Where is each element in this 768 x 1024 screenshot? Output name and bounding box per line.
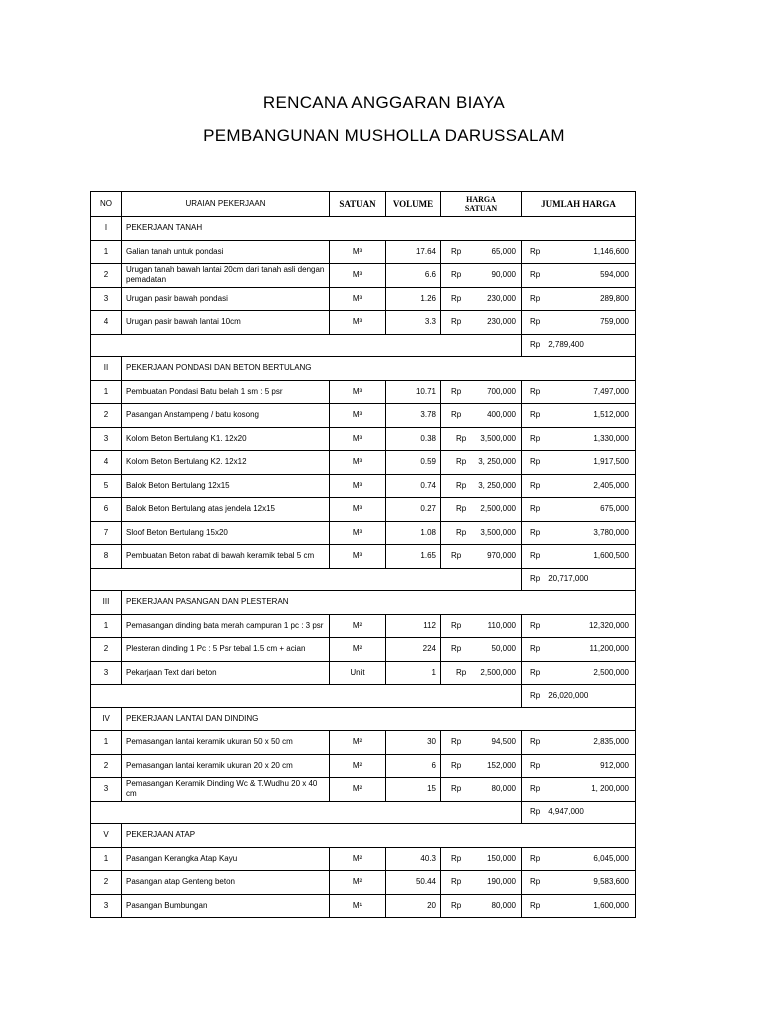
total-value: 1,512,000 bbox=[593, 410, 629, 420]
header-no: NO bbox=[91, 192, 122, 217]
unit-price-value: 2,500,000 bbox=[480, 667, 516, 677]
table-row bbox=[91, 427, 636, 451]
item-description: Pembuatan Pondasi Batu belah 1 sm : 5 psr bbox=[122, 380, 330, 404]
item-total bbox=[522, 264, 636, 288]
currency-label: Rp bbox=[451, 410, 462, 420]
item-description: Urugan pasir bawah lantai 10cm bbox=[122, 311, 330, 335]
unit-price-value: 3, 250,000 bbox=[478, 480, 516, 490]
item-volume: 6.6 bbox=[386, 264, 441, 288]
item-description: Pemasangan Keramik Dinding Wc & T.Wudhu 20 x 40 cm bbox=[122, 778, 330, 802]
header-uraian: URAIAN PEKERJAAN bbox=[122, 192, 330, 217]
item-unit: M³ bbox=[330, 240, 386, 264]
item-description: Plesteran dinding 1 Pc : 5 Psr tebal 1.5 cm + acian bbox=[122, 638, 330, 662]
section-row bbox=[91, 217, 636, 241]
currency-label: Rp bbox=[530, 737, 541, 747]
unit-price-value: 3,500,000 bbox=[480, 433, 516, 443]
subtotal-row bbox=[91, 568, 636, 591]
item-unit-price bbox=[441, 638, 522, 662]
item-no: 1 bbox=[91, 731, 122, 755]
item-unit: M³ bbox=[330, 287, 386, 311]
item-total bbox=[522, 287, 636, 311]
item-no: 3 bbox=[91, 287, 122, 311]
total-value: 1,917,500 bbox=[593, 457, 629, 467]
table-row bbox=[91, 404, 636, 428]
header-volume: VOLUME bbox=[386, 192, 441, 217]
item-unit-price bbox=[441, 545, 522, 569]
item-volume: 224 bbox=[386, 638, 441, 662]
unit-price-value: 3,500,000 bbox=[480, 527, 516, 537]
item-total bbox=[522, 498, 636, 522]
currency-label: Rp bbox=[530, 551, 541, 561]
total-value: 2,500,000 bbox=[593, 667, 629, 677]
table-row bbox=[91, 778, 636, 802]
item-unit: M³ bbox=[330, 498, 386, 522]
currency-label: Rp bbox=[530, 807, 541, 817]
section-no: V bbox=[91, 824, 122, 848]
item-volume: 1.26 bbox=[386, 287, 441, 311]
table-row bbox=[91, 287, 636, 311]
item-total bbox=[522, 404, 636, 428]
item-total bbox=[522, 614, 636, 638]
total-value: 2,405,000 bbox=[593, 480, 629, 490]
item-total bbox=[522, 545, 636, 569]
section-row bbox=[91, 824, 636, 848]
item-unit-price bbox=[441, 847, 522, 871]
unit-price-value: 80,000 bbox=[491, 900, 516, 910]
item-unit: M³ bbox=[330, 264, 386, 288]
item-total bbox=[522, 847, 636, 871]
subtotal-spacer bbox=[91, 334, 522, 357]
total-value: 9,583,600 bbox=[593, 877, 629, 887]
unit-price-value: 3, 250,000 bbox=[478, 457, 516, 467]
total-value: 11,200,000 bbox=[589, 644, 629, 654]
item-no: 5 bbox=[91, 474, 122, 498]
table-row bbox=[91, 871, 636, 895]
item-total bbox=[522, 451, 636, 475]
currency-label: Rp bbox=[530, 317, 541, 327]
currency-label: Rp bbox=[530, 433, 541, 443]
item-volume: 10.71 bbox=[386, 380, 441, 404]
item-description: Pasangan Bumbungan bbox=[122, 894, 330, 918]
section-name: PEKERJAAN PONDASI DAN BETON BERTULANG bbox=[122, 357, 636, 381]
item-unit: M² bbox=[330, 778, 386, 802]
total-value: 1, 200,000 bbox=[591, 784, 629, 794]
item-unit: M³ bbox=[330, 451, 386, 475]
item-description: Pembuatan Beton rabat di bawah keramik tebal 5 cm bbox=[122, 545, 330, 569]
currency-label: Rp bbox=[456, 457, 467, 467]
item-volume: 0.59 bbox=[386, 451, 441, 475]
table-body bbox=[91, 217, 636, 918]
table-row bbox=[91, 754, 636, 778]
item-total bbox=[522, 521, 636, 545]
table-row bbox=[91, 264, 636, 288]
item-no: 1 bbox=[91, 240, 122, 264]
table-row bbox=[91, 614, 636, 638]
unit-price-value: 152,000 bbox=[487, 760, 516, 770]
item-description: Kolom Beton Bertulang K1. 12x20 bbox=[122, 427, 330, 451]
header-satuan: SATUAN bbox=[330, 192, 386, 217]
item-unit: M¹ bbox=[330, 894, 386, 918]
currency-label: Rp bbox=[530, 644, 541, 654]
item-unit-price bbox=[441, 498, 522, 522]
unit-price-value: 2,500,000 bbox=[480, 504, 516, 514]
section-name: PEKERJAAN PASANGAN DAN PLESTERAN bbox=[122, 591, 636, 615]
table-row bbox=[91, 545, 636, 569]
currency-label: Rp bbox=[451, 270, 462, 280]
item-volume: 0.27 bbox=[386, 498, 441, 522]
item-description: Pekarjaan Text dari beton bbox=[122, 661, 330, 685]
table-row bbox=[91, 240, 636, 264]
item-no: 4 bbox=[91, 311, 122, 335]
item-no: 2 bbox=[91, 871, 122, 895]
item-volume: 50.44 bbox=[386, 871, 441, 895]
table-row bbox=[91, 311, 636, 335]
section-name: PEKERJAAN TANAH bbox=[122, 217, 636, 241]
item-unit-price bbox=[441, 521, 522, 545]
item-volume: 112 bbox=[386, 614, 441, 638]
item-unit-price bbox=[441, 474, 522, 498]
item-total bbox=[522, 731, 636, 755]
table-row bbox=[91, 474, 636, 498]
document-title: RENCANA ANGGARAN BIAYA bbox=[262, 93, 506, 112]
item-volume: 20 bbox=[386, 894, 441, 918]
item-unit: M² bbox=[330, 638, 386, 662]
total-value: 594,000 bbox=[600, 270, 629, 280]
item-total bbox=[522, 427, 636, 451]
item-no: 3 bbox=[91, 661, 122, 685]
currency-label: Rp bbox=[530, 877, 541, 887]
item-volume: 17.64 bbox=[386, 240, 441, 264]
item-unit-price bbox=[441, 287, 522, 311]
total-value: 1,600,500 bbox=[593, 551, 629, 561]
total-value: 1,600,000 bbox=[593, 900, 629, 910]
item-volume: 30 bbox=[386, 731, 441, 755]
table-row bbox=[91, 661, 636, 685]
table-row bbox=[91, 731, 636, 755]
currency-label: Rp bbox=[530, 270, 541, 280]
item-total bbox=[522, 311, 636, 335]
item-volume: 3.78 bbox=[386, 404, 441, 428]
item-no: 3 bbox=[91, 427, 122, 451]
header-jumlah: JUMLAH HARGA bbox=[522, 192, 636, 217]
total-value: 2,835,000 bbox=[593, 737, 629, 747]
item-unit-price bbox=[441, 778, 522, 802]
subtotal-value: 20,717,000 bbox=[548, 574, 589, 584]
currency-label: Rp bbox=[530, 667, 541, 677]
section-row bbox=[91, 591, 636, 615]
item-no: 1 bbox=[91, 847, 122, 871]
currency-label: Rp bbox=[451, 644, 462, 654]
item-unit-price bbox=[441, 731, 522, 755]
section-row bbox=[91, 357, 636, 381]
item-no: 8 bbox=[91, 545, 122, 569]
total-value: 675,000 bbox=[600, 504, 629, 514]
currency-label: Rp bbox=[530, 246, 541, 256]
item-unit: M³ bbox=[330, 521, 386, 545]
item-unit-price bbox=[441, 264, 522, 288]
item-description: Balok Beton Bertulang atas jendela 12x15 bbox=[122, 498, 330, 522]
item-volume: 1.08 bbox=[386, 521, 441, 545]
currency-label: Rp bbox=[451, 317, 462, 327]
unit-price-value: 90,000 bbox=[491, 270, 516, 280]
currency-label: Rp bbox=[451, 784, 462, 794]
item-no: 2 bbox=[91, 264, 122, 288]
item-total bbox=[522, 240, 636, 264]
subtotal-spacer bbox=[91, 685, 522, 708]
item-description: Urugan pasir bawah pondasi bbox=[122, 287, 330, 311]
item-description: Pasangan atap Genteng beton bbox=[122, 871, 330, 895]
item-unit: M² bbox=[330, 754, 386, 778]
subtotal-value: 2,789,400 bbox=[548, 340, 584, 350]
currency-label: Rp bbox=[530, 784, 541, 794]
section-no: II bbox=[91, 357, 122, 381]
item-no: 2 bbox=[91, 638, 122, 662]
currency-label: Rp bbox=[451, 246, 462, 256]
item-volume: 40.3 bbox=[386, 847, 441, 871]
item-total bbox=[522, 894, 636, 918]
currency-label: Rp bbox=[530, 480, 541, 490]
currency-label: Rp bbox=[530, 527, 541, 537]
currency-label: Rp bbox=[451, 877, 462, 887]
header-harga-line1: HARGA bbox=[466, 195, 496, 204]
table-row bbox=[91, 521, 636, 545]
item-unit-price bbox=[441, 427, 522, 451]
item-unit: M³ bbox=[330, 404, 386, 428]
currency-label: Rp bbox=[530, 340, 541, 350]
currency-label: Rp bbox=[456, 433, 467, 443]
item-description: Pemasangan dinding bata merah campuran 1 pc : 3 psr bbox=[122, 614, 330, 638]
currency-label: Rp bbox=[456, 667, 467, 677]
item-no: 2 bbox=[91, 754, 122, 778]
item-total bbox=[522, 661, 636, 685]
section-name: PEKERJAAN ATAP bbox=[122, 824, 636, 848]
currency-label: Rp bbox=[451, 760, 462, 770]
section-no: IV bbox=[91, 707, 122, 731]
item-volume: 0.74 bbox=[386, 474, 441, 498]
subtotal-row bbox=[91, 801, 636, 824]
currency-label: Rp bbox=[530, 457, 541, 467]
currency-label: Rp bbox=[451, 900, 462, 910]
item-description: Sloof Beton Bertulang 15x20 bbox=[122, 521, 330, 545]
item-no: 7 bbox=[91, 521, 122, 545]
unit-price-value: 80,000 bbox=[491, 784, 516, 794]
item-total bbox=[522, 778, 636, 802]
total-value: 1,330,000 bbox=[593, 433, 629, 443]
table-row bbox=[91, 451, 636, 475]
item-unit: M² bbox=[330, 614, 386, 638]
table-row bbox=[91, 380, 636, 404]
unit-price-value: 400,000 bbox=[487, 410, 516, 420]
table-row bbox=[91, 894, 636, 918]
item-unit-price bbox=[441, 451, 522, 475]
item-description: Pemasangan lantai keramik ukuran 20 x 20 cm bbox=[122, 754, 330, 778]
item-unit-price bbox=[441, 614, 522, 638]
currency-label: Rp bbox=[530, 574, 541, 584]
item-volume: 1.65 bbox=[386, 545, 441, 569]
currency-label: Rp bbox=[530, 620, 541, 630]
item-volume: 6 bbox=[386, 754, 441, 778]
subtotal-cell bbox=[522, 334, 636, 357]
unit-price-value: 700,000 bbox=[487, 386, 516, 396]
total-value: 289,800 bbox=[600, 293, 629, 303]
item-unit-price bbox=[441, 380, 522, 404]
unit-price-value: 150,000 bbox=[487, 853, 516, 863]
subtotal-cell bbox=[522, 801, 636, 824]
currency-label: Rp bbox=[456, 527, 467, 537]
currency-label: Rp bbox=[530, 760, 541, 770]
subtotal-cell bbox=[522, 685, 636, 708]
item-unit: M³ bbox=[330, 427, 386, 451]
subtotal-value: 26,020,000 bbox=[548, 690, 589, 700]
item-unit-price bbox=[441, 311, 522, 335]
item-no: 1 bbox=[91, 380, 122, 404]
item-unit: M² bbox=[330, 871, 386, 895]
currency-label: Rp bbox=[530, 690, 541, 700]
subtotal-spacer bbox=[91, 801, 522, 824]
item-unit-price bbox=[441, 754, 522, 778]
item-total bbox=[522, 638, 636, 662]
item-total bbox=[522, 380, 636, 404]
item-volume: 3.3 bbox=[386, 311, 441, 335]
subtotal-spacer bbox=[91, 568, 522, 591]
item-total bbox=[522, 871, 636, 895]
total-value: 759,000 bbox=[600, 317, 629, 327]
item-no: 3 bbox=[91, 778, 122, 802]
unit-price-value: 110,000 bbox=[487, 620, 516, 630]
currency-label: Rp bbox=[530, 410, 541, 420]
item-total bbox=[522, 754, 636, 778]
total-value: 7,497,000 bbox=[593, 386, 629, 396]
item-no: 4 bbox=[91, 451, 122, 475]
table-row bbox=[91, 498, 636, 522]
table-row bbox=[91, 638, 636, 662]
section-no: I bbox=[91, 217, 122, 241]
subtotal-value: 4,947,000 bbox=[548, 807, 584, 817]
total-value: 6,045,000 bbox=[593, 853, 629, 863]
item-description: Pasangan Anstampeng / batu kosong bbox=[122, 404, 330, 428]
item-unit: M³ bbox=[330, 311, 386, 335]
currency-label: Rp bbox=[451, 293, 462, 303]
section-name: PEKERJAAN LANTAI DAN DINDING bbox=[122, 707, 636, 731]
item-unit-price bbox=[441, 661, 522, 685]
section-no: III bbox=[91, 591, 122, 615]
currency-label: Rp bbox=[451, 386, 462, 396]
currency-label: Rp bbox=[451, 551, 462, 561]
item-no: 2 bbox=[91, 404, 122, 428]
currency-label: Rp bbox=[451, 853, 462, 863]
item-volume: 0.38 bbox=[386, 427, 441, 451]
item-total bbox=[522, 474, 636, 498]
currency-label: Rp bbox=[530, 853, 541, 863]
total-value: 12,320,000 bbox=[588, 620, 629, 630]
item-unit-price bbox=[441, 240, 522, 264]
currency-label: Rp bbox=[456, 504, 467, 514]
unit-price-value: 230,000 bbox=[487, 293, 516, 303]
item-unit-price bbox=[441, 404, 522, 428]
currency-label: Rp bbox=[451, 737, 462, 747]
currency-label: Rp bbox=[530, 293, 541, 303]
currency-label: Rp bbox=[530, 504, 541, 514]
item-unit: M³ bbox=[330, 474, 386, 498]
document-subtitle: PEMBANGUNAN MUSHOLLA DARUSSALAM bbox=[203, 126, 565, 145]
item-description: Pemasangan lantai keramik ukuran 50 x 50 cm bbox=[122, 731, 330, 755]
subtotal-row bbox=[91, 685, 636, 708]
total-value: 3,780,000 bbox=[593, 527, 629, 537]
unit-price-value: 65,000 bbox=[491, 246, 516, 256]
header-harga-line2: SATUAN bbox=[464, 204, 498, 213]
item-description: Pasangan Kerangka Atap Kayu bbox=[122, 847, 330, 871]
unit-price-value: 50,000 bbox=[491, 644, 516, 654]
item-description: Galian tanah untuk pondasi bbox=[122, 240, 330, 264]
currency-label: Rp bbox=[530, 900, 541, 910]
item-unit-price bbox=[441, 894, 522, 918]
item-description: Balok Beton Bertulang 12x15 bbox=[122, 474, 330, 498]
table-row bbox=[91, 847, 636, 871]
item-description: Kolom Beton Bertulang K2. 12x12 bbox=[122, 451, 330, 475]
unit-price-value: 94,500 bbox=[491, 737, 516, 747]
item-volume: 1 bbox=[386, 661, 441, 685]
unit-price-value: 970,000 bbox=[487, 551, 516, 561]
item-unit: M² bbox=[330, 731, 386, 755]
subtotal-cell bbox=[522, 568, 636, 591]
currency-label: Rp bbox=[530, 386, 541, 396]
total-value: 912,000 bbox=[600, 760, 629, 770]
item-unit-price bbox=[441, 871, 522, 895]
item-volume: 15 bbox=[386, 778, 441, 802]
budget-table bbox=[90, 191, 636, 918]
item-description: Urugan tanah bawah lantai 20cm dari tanah asli dengan pemadatan bbox=[122, 264, 330, 288]
currency-label: Rp bbox=[451, 620, 462, 630]
item-unit: M³ bbox=[330, 380, 386, 404]
section-row bbox=[91, 707, 636, 731]
item-unit: M² bbox=[330, 847, 386, 871]
currency-label: Rp bbox=[456, 480, 467, 490]
total-value: 1,146,600 bbox=[593, 246, 629, 256]
header-harga-satuan bbox=[441, 192, 522, 217]
unit-price-value: 190,000 bbox=[487, 877, 516, 887]
item-no: 3 bbox=[91, 894, 122, 918]
subtotal-row bbox=[91, 334, 636, 357]
item-unit: Unit bbox=[330, 661, 386, 685]
unit-price-value: 230,000 bbox=[487, 317, 516, 327]
item-unit: M³ bbox=[330, 545, 386, 569]
item-no: 1 bbox=[91, 614, 122, 638]
item-no: 6 bbox=[91, 498, 122, 522]
